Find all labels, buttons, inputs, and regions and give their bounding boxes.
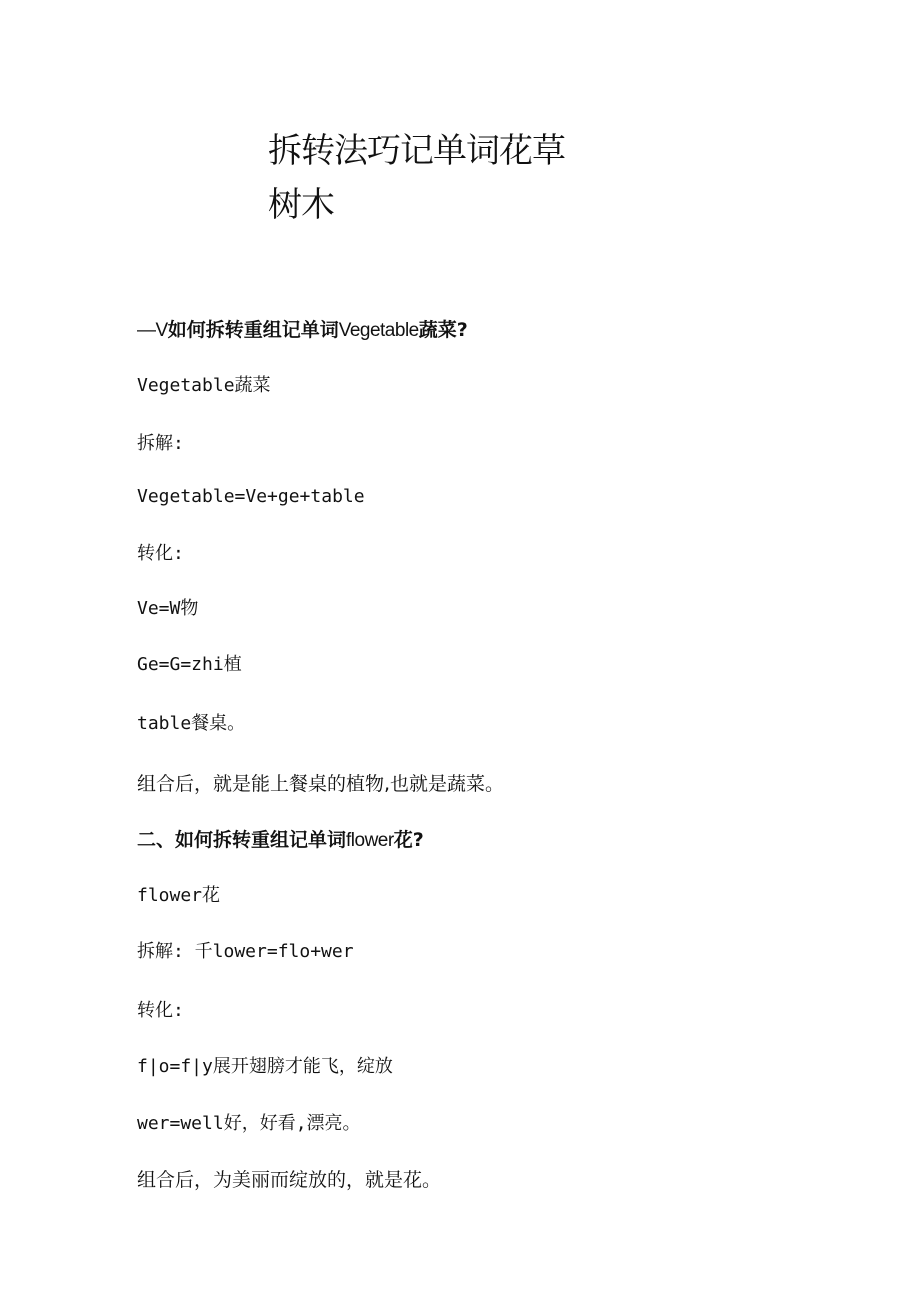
section-1-conversion-2: Ge=G=zhi植 [137,654,242,675]
section-1-heading-word: Vegetable [338,320,419,341]
document-title [268,124,588,232]
section-1-word-line: Vegetable蔬菜 [137,375,271,396]
section-1-summary: 组合后，就是能上餐桌的植物,也就是蔬菜。 [137,773,505,795]
section-2-conversion-1: f|o=f|y展开翅膀才能飞，绽放 [137,1056,393,1077]
title-line-2: 树木 [268,185,334,225]
section-1-heading-bold: 如何拆转重组记单词 [167,319,339,341]
section-2-heading-word: flower [346,830,394,851]
section-1-conversion-3: table餐桌。 [137,713,246,734]
section-2-heading-suffix: 花? [393,829,424,851]
title-line-1: 拆转法巧记单词花草 [268,131,565,171]
section-2-heading [137,828,424,853]
section-1-convert-label: 转化: [137,543,184,564]
section-1-heading-prefix: —V [137,320,168,341]
section-1-split-formula: Vegetable=Ve+ge+table [137,486,365,507]
section-1-split-label: 拆解: [137,433,184,454]
section-2-word-line: flower花 [137,885,221,906]
section-2-heading-bold: 二、如何拆转重组记单词 [137,829,347,851]
section-1-heading-suffix: 蔬菜? [418,319,468,341]
section-2-conversion-2: wer=well好，好看,漂亮。 [137,1113,361,1134]
section-2-summary: 组合后，为美丽而绽放的，就是花。 [137,1169,442,1191]
section-1-heading [137,318,468,343]
section-1-conversion-1: Ve=W物 [137,598,199,619]
section-2-split-line: 拆解: 千lower=flo+wer [137,941,354,962]
section-2-convert-label: 转化: [137,1000,184,1021]
